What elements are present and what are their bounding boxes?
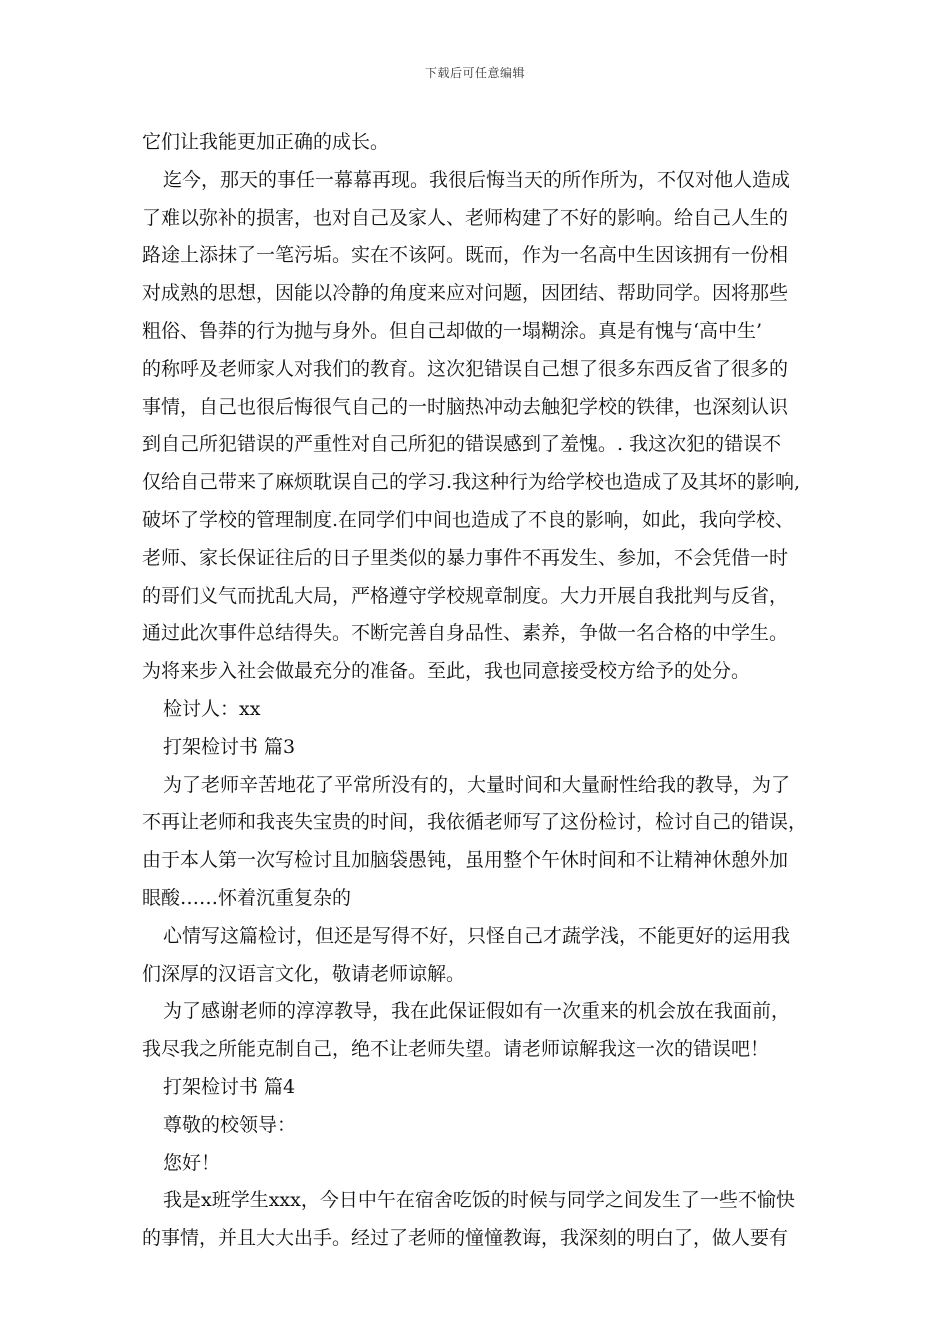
text-line: 心情写这篇检讨，但还是写得不好，只怪自己才蔬学浅，不能更好的运用我 xyxy=(163,924,791,947)
text-line: 由于本人第一次写检讨且加脑袋愚钝，虽用整个午休时间和不让精神休憩外加 xyxy=(142,849,789,872)
text-line: 的哥们义气而扰乱大局，严格遵守学校规章制度。大力开展自我批判与反省， xyxy=(142,584,789,607)
text-line: 打架检讨书 篇3 xyxy=(163,735,296,758)
text-line: 了难以弥补的损害，也对自己及家人、老师构建了不好的影响。给自己人生的 xyxy=(142,206,789,229)
text-line: 不再让老师和我丧失宝贵的时间，我依循老师写了这份检讨，检讨自己的错误， xyxy=(142,811,808,834)
text-line: 到自己所犯错误的严重性对自己所犯的错误感到了羞愧。. 我这次犯的错误不 xyxy=(142,433,782,456)
document-body xyxy=(142,124,810,1258)
page-header: 下载后可任意编辑 xyxy=(424,66,525,80)
text-line: 迄今，那天的事任一幕幕再现。我很后悔当天的所作所为，不仅对他人造成 xyxy=(163,168,791,191)
text-line: 您好！ xyxy=(163,1151,221,1174)
text-line: 我是x班学生xxx，今日中午在宿舍吃饭的时候与同学之间发生了一些不愉快 xyxy=(163,1189,795,1212)
text-line: 的事情，并且大大出手。经过了老师的憧憧教诲，我深刻的明白了，做人要有 xyxy=(142,1227,789,1250)
text-line: 尊敬的校领导： xyxy=(163,1113,297,1136)
text-line: 为将来步入社会做最充分的准备。至此，我也同意接受校方给予的处分。 xyxy=(142,660,751,683)
text-line: 打架检讨书 篇4 xyxy=(163,1075,296,1098)
text-line: 我尽我之所能克制自己，绝不让老师失望。请老师谅解我这一次的错误吧！ xyxy=(142,1038,770,1061)
text-line: 老师、家长保证往后的日子里类似的暴力事件不再发生、参加，不会凭借一时 xyxy=(142,546,789,569)
text-line: 们深厚的汉语言文化，敬请老师谅解。 xyxy=(142,962,466,985)
text-line: 它们让我能更加正确的成长。 xyxy=(142,131,390,153)
text-line: 为了老师辛苦地花了平常所没有的，大量时间和大量耐性给我的教导，为了 xyxy=(163,773,791,796)
text-line: 破坏了学校的管理制度.在同学们中间也造成了不良的影响，如此，我向学校、 xyxy=(142,508,795,531)
text-line: 事情，自己也很后悔很气自己的一时脑热冲动去触犯学校的铁律，也深刻认识 xyxy=(142,395,789,418)
text-line: 眼酸……怀着沉重复杂的 xyxy=(142,886,352,909)
text-line: 对成熟的思想，因能以冷静的角度来应对问题，因团结、帮助同学。因将那些 xyxy=(142,282,789,305)
text-line: 仅给自己带来了麻烦耽误自己的学习.我这种行为给学校也造成了及其坏的影响, xyxy=(142,471,801,494)
text-line: 路途上添抹了一笔污垢。实在不该阿。既而，作为一名高中生因该拥有一份相 xyxy=(142,244,789,267)
text-line: 通过此次事件总结得失。不断完善自身品性、素养，争做一名合格的中学生。 xyxy=(142,622,789,645)
text-line: 为了感谢老师的淳淳教导，我在此保证假如有一次重来的机会放在我面前， xyxy=(163,1000,791,1023)
text-line: 检讨人：xx xyxy=(163,697,261,720)
text-line: 的称呼及老师家人对我们的教育。这次犯错误自己想了很多东西反省了很多的 xyxy=(142,357,789,380)
text-line: 粗俗、鲁莽的行为抛与身外。但自己却做的一塌糊涂。真是有愧与‘高中生’ xyxy=(142,319,763,342)
